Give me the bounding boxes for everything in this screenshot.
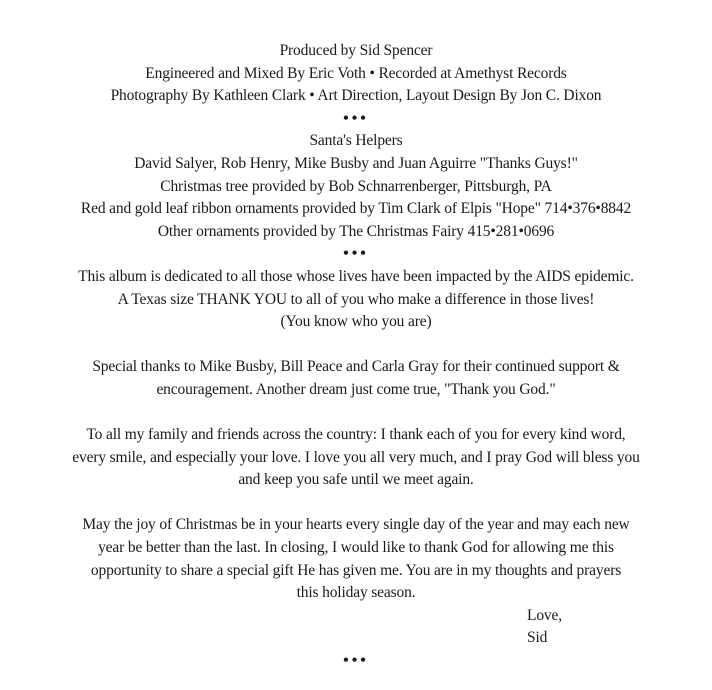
helpers-heading: Santa's Helpers: [309, 132, 403, 150]
family-line: To all my family and friends across the country: I thank each of you for every kind word,: [86, 426, 626, 444]
dedication-line: A Texas size THANK YOU to all of you who make a difference in those lives!: [117, 290, 595, 308]
dedication-line: (You know who you are): [280, 313, 432, 331]
credit-engineered: Engineered and Mixed By Eric Voth • Recorded at Amethyst Records: [145, 64, 567, 82]
special-thanks-line: Special thanks to Mike Busby, Bill Peace and Carla Gray for their continued support &: [92, 358, 620, 376]
helpers-ribbon: Red and gold leaf ribbon ornaments provided by Tim Clark of Elpis "Hope" 714•376•8842: [80, 200, 632, 218]
closing-line: opportunity to share a special gift He has given me. You are in my thoughts and prayers: [90, 561, 622, 579]
family-line: and keep you safe until we meet again.: [238, 471, 474, 489]
paragraph-gap: [0, 402, 712, 425]
paragraph-gap: [0, 334, 712, 357]
separator-dots: •••: [343, 245, 369, 263]
credit-produced: Produced by Sid Spencer: [279, 42, 433, 59]
paragraph-gap: [0, 492, 712, 515]
helpers-names: David Salyer, Rob Henry, Mike Busby and Juan Aguirre "Thanks Guys!": [134, 154, 578, 172]
helpers-tree: Christmas tree provided by Bob Schnarrenberger, Pittsburgh, PA: [160, 177, 552, 195]
signoff-love: Love,: [527, 606, 562, 624]
helpers-ornaments: Other ornaments provided by The Christmas Fairy 415•281•0696: [157, 222, 555, 240]
credit-photography: Photography By Kathleen Clark • Art Direction, Layout Design By Jon C. Dixon: [110, 87, 602, 105]
separator-dots: •••: [343, 109, 369, 127]
signoff-name: Sid: [527, 629, 548, 647]
special-thanks-line: encouragement. Another dream just come true, "Thank you God.": [156, 380, 556, 398]
separator-dots: •••: [343, 652, 369, 670]
closing-line: May the joy of Christmas be in your hearts every single day of the year and may each new: [82, 516, 630, 534]
family-line: every smile, and especially your love. I love you all very much, and I pray God will bless you: [72, 448, 640, 466]
closing-line: year be better than the last. In closing, I would like to thank God for allowing me this: [98, 539, 614, 557]
closing-line: this holiday season.: [296, 584, 416, 602]
dedication-line: This album is dedicated to all those whose lives have been impacted by the AIDS epidemic.: [78, 267, 634, 285]
